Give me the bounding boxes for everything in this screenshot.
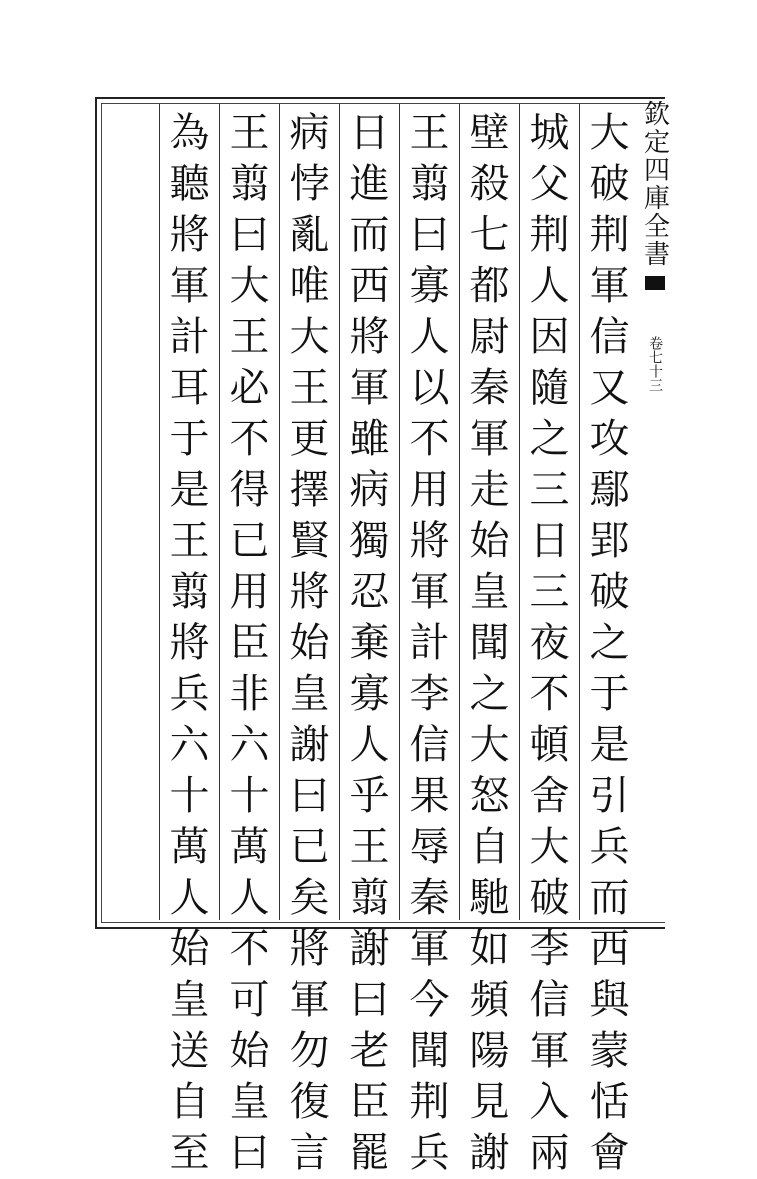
- character: 更: [289, 416, 330, 462]
- character: 聽: [169, 161, 210, 207]
- character: 會: [589, 1130, 630, 1176]
- character: 荆: [529, 212, 570, 258]
- character: 翦: [349, 875, 390, 921]
- character: 馳: [469, 875, 510, 921]
- character: 信: [529, 977, 570, 1023]
- margin-title: 欽定四庫全書: [639, 100, 670, 268]
- character: 臣: [349, 1079, 390, 1125]
- character: 軍: [409, 569, 450, 615]
- character: 大: [529, 824, 570, 870]
- character: 尉: [469, 314, 510, 360]
- character: 乎: [349, 773, 390, 819]
- character: 信: [409, 722, 450, 768]
- character: 悖: [289, 161, 330, 207]
- character: 唯: [289, 263, 330, 309]
- character: 老: [349, 1028, 390, 1074]
- character: 入: [529, 1079, 570, 1125]
- character: 如: [469, 926, 510, 972]
- character: 夜: [529, 620, 570, 666]
- character: 臣: [229, 620, 270, 666]
- character: 軍: [589, 263, 630, 309]
- character: 翦: [409, 161, 450, 207]
- page-margin: [639, 100, 670, 392]
- character: 將: [289, 926, 330, 972]
- column-rule: [159, 104, 160, 920]
- character: 始: [469, 518, 510, 564]
- character: 引: [589, 773, 630, 819]
- character: 將: [169, 212, 210, 258]
- character: 曰: [229, 212, 270, 258]
- character: 六: [229, 722, 270, 768]
- character: 三: [529, 569, 570, 615]
- character: 七: [469, 212, 510, 258]
- character: 郢: [589, 518, 630, 564]
- fish-tail-mark: [645, 276, 665, 290]
- character: 軍: [469, 416, 510, 462]
- character: 三: [529, 467, 570, 513]
- character: 之: [469, 671, 510, 717]
- character: 計: [169, 314, 210, 360]
- character: 六: [169, 722, 210, 768]
- character: 得: [229, 467, 270, 513]
- character: 之: [529, 416, 570, 462]
- character: 見: [469, 1079, 510, 1125]
- character: 頓: [529, 722, 570, 768]
- character: 用: [229, 569, 270, 615]
- character: 王: [289, 365, 330, 411]
- column-rule: [519, 104, 520, 920]
- character: 人: [529, 263, 570, 309]
- character: 大: [289, 314, 330, 360]
- character: 皇: [169, 977, 210, 1023]
- text-column: [520, 108, 579, 1176]
- character: 人: [229, 875, 270, 921]
- character: 父: [529, 161, 570, 207]
- character: 秦: [409, 875, 450, 921]
- character: 始: [229, 1028, 270, 1074]
- character: 王: [409, 110, 450, 156]
- character: 計: [409, 620, 450, 666]
- character: 皇: [289, 671, 330, 717]
- character: 大: [589, 110, 630, 156]
- character: 攻: [589, 416, 630, 462]
- character: 聞: [469, 620, 510, 666]
- character: 信: [589, 314, 630, 360]
- column-rule: [579, 104, 580, 920]
- character: 破: [529, 875, 570, 921]
- character: 鄢: [589, 467, 630, 513]
- character: 十: [229, 773, 270, 819]
- character: 自: [169, 1079, 210, 1125]
- column-rule: [279, 104, 280, 920]
- character: 始: [289, 620, 330, 666]
- character: 翦: [229, 161, 270, 207]
- character: 走: [469, 467, 510, 513]
- character: 言: [289, 1130, 330, 1176]
- character: 謝: [289, 722, 330, 768]
- character: 十: [169, 773, 210, 819]
- character: 城: [529, 110, 570, 156]
- character: 舍: [529, 773, 570, 819]
- character: 是: [169, 467, 210, 513]
- character: 將: [289, 569, 330, 615]
- text-column: [220, 108, 279, 1176]
- character: 自: [469, 824, 510, 870]
- character: 荆: [409, 1079, 450, 1125]
- character: 兵: [169, 671, 210, 717]
- character: 怒: [469, 773, 510, 819]
- character: 將: [409, 518, 450, 564]
- character: 破: [589, 569, 630, 615]
- character: 大: [229, 263, 270, 309]
- character: 于: [169, 416, 210, 462]
- character: 不: [229, 926, 270, 972]
- character: 辱: [409, 824, 450, 870]
- character: 忍: [349, 569, 390, 615]
- character: 是: [589, 722, 630, 768]
- character: 兵: [409, 1130, 450, 1176]
- character: 而: [349, 212, 390, 258]
- character: 寡: [409, 263, 450, 309]
- character: 寡: [349, 671, 390, 717]
- character: 隨: [529, 365, 570, 411]
- character: 軍: [529, 1028, 570, 1074]
- character: 可: [229, 977, 270, 1023]
- character: 果: [409, 773, 450, 819]
- character: 李: [409, 671, 450, 717]
- character: 大: [469, 722, 510, 768]
- character: 于: [589, 671, 630, 717]
- character: 人: [349, 722, 390, 768]
- character: 兩: [529, 1130, 570, 1176]
- character: 曰: [349, 977, 390, 1023]
- character: 秦: [469, 365, 510, 411]
- column-rule: [219, 104, 220, 920]
- character: 矣: [289, 875, 330, 921]
- character: 王: [229, 110, 270, 156]
- character: 王: [349, 824, 390, 870]
- character: 擇: [289, 467, 330, 513]
- column-rule: [459, 104, 460, 920]
- character: 與: [589, 977, 630, 1023]
- character: 不: [529, 671, 570, 717]
- character: 恬: [589, 1079, 630, 1125]
- character: 為: [169, 110, 210, 156]
- character: 送: [169, 1028, 210, 1074]
- character: 謝: [349, 926, 390, 972]
- character: 耳: [169, 365, 210, 411]
- character: 必: [229, 365, 270, 411]
- character: 始: [169, 926, 210, 972]
- text-column: [580, 108, 639, 1176]
- character: 曰: [409, 212, 450, 258]
- character: 進: [349, 161, 390, 207]
- character: 罷: [349, 1130, 390, 1176]
- character: 謝: [469, 1130, 510, 1176]
- character: 之: [589, 620, 630, 666]
- character: 雖: [349, 416, 390, 462]
- text-column: [160, 108, 219, 1176]
- character: 西: [349, 263, 390, 309]
- character: 用: [409, 467, 450, 513]
- column-rule: [339, 104, 340, 920]
- character: 將: [349, 314, 390, 360]
- character: 亂: [289, 212, 330, 258]
- text-column: [460, 108, 519, 1176]
- character: 曰: [289, 773, 330, 819]
- character: 李: [529, 926, 570, 972]
- character: 勿: [289, 1028, 330, 1074]
- character: 至: [169, 1130, 210, 1176]
- character: 日: [349, 110, 390, 156]
- character: 已: [229, 518, 270, 564]
- character: 不: [409, 416, 450, 462]
- character: 殺: [469, 161, 510, 207]
- character: 以: [409, 365, 450, 411]
- character: 軍: [169, 263, 210, 309]
- character: 萬: [229, 824, 270, 870]
- juan-label: 卷七十三: [647, 336, 663, 392]
- character: 軍: [289, 977, 330, 1023]
- text-column: [280, 108, 339, 1176]
- text-column: [340, 108, 399, 1176]
- column-rule: [399, 104, 400, 920]
- character: 已: [289, 824, 330, 870]
- character: 陽: [469, 1028, 510, 1074]
- character: 蒙: [589, 1028, 630, 1074]
- character: 非: [229, 671, 270, 717]
- character: 頻: [469, 977, 510, 1023]
- character: 人: [169, 875, 210, 921]
- character: 王: [229, 314, 270, 360]
- character: 病: [289, 110, 330, 156]
- character: 皇: [229, 1079, 270, 1125]
- character: 今: [409, 977, 450, 1023]
- character: 荆: [589, 212, 630, 258]
- character: 賢: [289, 518, 330, 564]
- character: 壁: [469, 110, 510, 156]
- character: 萬: [169, 824, 210, 870]
- character: 王: [169, 518, 210, 564]
- character: 將: [169, 620, 210, 666]
- character: 軍: [349, 365, 390, 411]
- character: 人: [409, 314, 450, 360]
- character: 翦: [169, 569, 210, 615]
- character: 軍: [409, 926, 450, 972]
- character: 破: [589, 161, 630, 207]
- character: 日: [529, 518, 570, 564]
- character: 獨: [349, 518, 390, 564]
- character: 西: [589, 926, 630, 972]
- character: 曰: [229, 1130, 270, 1176]
- character: 兵: [589, 824, 630, 870]
- character: 而: [589, 875, 630, 921]
- character: 又: [589, 365, 630, 411]
- character: 皇: [469, 569, 510, 615]
- character: 因: [529, 314, 570, 360]
- character: 病: [349, 467, 390, 513]
- character: 復: [289, 1079, 330, 1125]
- character: 都: [469, 263, 510, 309]
- character: 聞: [409, 1028, 450, 1074]
- text-column: [400, 108, 459, 1176]
- character: 棄: [349, 620, 390, 666]
- character: 不: [229, 416, 270, 462]
